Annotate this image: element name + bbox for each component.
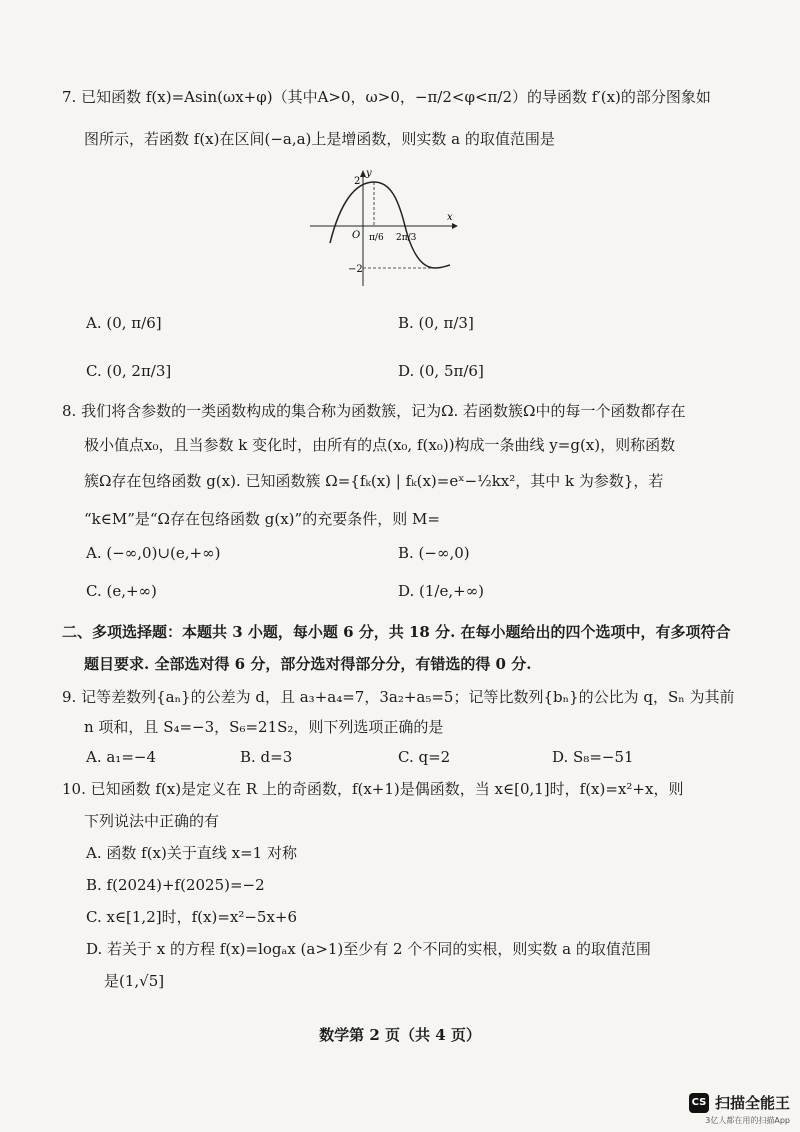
- q8-option-c: C. (e,+∞): [86, 582, 157, 600]
- scanner-logo: [689, 1092, 790, 1113]
- y-label: y: [366, 168, 372, 179]
- q7-line1: 7. 已知函数 f(x)=Asin(ωx+φ)（其中A>0，ω>0，−π/2<φ<π/2）的导函数 f′(x)的部分图象如: [62, 88, 711, 106]
- q9-line1: 9. 记等差数列{aₙ}的公差为 d，且 a₃+a₄=7，3a₂+a₅=5；记等比数列{bₙ}的公比为 q，Sₙ 为其前: [62, 688, 735, 706]
- q9-option-d: D. S₈=−51: [552, 748, 634, 766]
- section2-line1: 二、多项选择题：本题共 3 小题，每小题 6 分，共 18 分. 在每小题给出的四个选项中，有多项符合: [62, 623, 731, 641]
- section2-line2: 题目要求. 全部选对得 6 分，部分选对得部分分，有错选的得 0 分.: [84, 655, 532, 673]
- x-label: x: [447, 212, 453, 223]
- q10-line2: 下列说法中正确的有: [84, 812, 220, 830]
- q8-line3: 簇Ω存在包络函数 g(x). 已知函数簇 Ω={fₖ(x) | fₖ(x)=eˣ−½kx²，其中 k 为参数}，若: [84, 472, 664, 490]
- q10-option-c: C. x∈[1,2]时，f(x)=x²−5x+6: [86, 908, 298, 926]
- q8-option-b: B. (−∞,0): [398, 544, 470, 562]
- origin-label: O: [352, 230, 361, 241]
- q7-option-b: B. (0, π/3]: [398, 314, 474, 332]
- q10-option-a: A. 函数 f(x)关于直线 x=1 对称: [86, 844, 297, 862]
- q10-option-d-line1: D. 若关于 x 的方程 f(x)=logₐx (a>1)至少有 2 个不同的实根，则实数 a 的取值范围: [86, 940, 651, 958]
- q10-option-d-line2: 是(1,√5]: [104, 972, 165, 990]
- q8-option-a: A. (−∞,0)∪(e,+∞): [86, 544, 221, 562]
- q8-line1: 8. 我们将含参数的一类函数构成的集合称为函数簇，记为Ω. 若函数簇Ω中的每一个函数都存在: [62, 402, 686, 420]
- q9-line2: n 项和，且 S₄=−3，S₆=21S₂，则下列选项正确的是: [84, 718, 444, 736]
- q9-option-c: C. q=2: [398, 748, 451, 766]
- q8-option-d: D. (1/e,+∞): [398, 582, 485, 600]
- q7-line2: 图所示，若函数 f(x)在区间(−a,a)上是增函数，则实数 a 的取值范围是: [84, 130, 555, 148]
- derivative-graph: [310, 168, 460, 288]
- tick-minus2: −2: [348, 264, 363, 275]
- q7-option-a: A. (0, π/6]: [86, 314, 162, 332]
- tick-2: 2: [354, 176, 361, 187]
- q8-line2: 极小值点x₀，且当参数 k 变化时，由所有的点(x₀, f(x₀))构成一条曲线 y=g(x)，则称函数: [84, 436, 676, 454]
- q7-option-d: D. (0, 5π/6]: [398, 362, 484, 380]
- q10-line1: 10. 已知函数 f(x)是定义在 R 上的奇函数，f(x+1)是偶函数，当 x∈[0,1]时，f(x)=x²+x，则: [62, 780, 684, 798]
- q9-option-b: B. d=3: [240, 748, 293, 766]
- tick-2pi3: 2π/3: [396, 233, 417, 243]
- q10-option-b: B. f(2024)+f(2025)=−2: [86, 876, 265, 894]
- scanner-tagline: 3亿人都在用的扫描App: [705, 1116, 790, 1125]
- curve: [330, 182, 450, 268]
- cs-logo-icon: CS: [689, 1093, 709, 1113]
- scanner-brand: 扫描全能王: [714, 1094, 790, 1112]
- q7-option-c: C. (0, 2π/3]: [86, 362, 172, 380]
- q9-option-a: A. a₁=−4: [86, 748, 157, 766]
- scanner-watermark: [689, 1090, 790, 1126]
- tick-pi6: π/6: [369, 233, 384, 243]
- q8-line4: “k∈M”是“Ω存在包络函数 g(x)”的充要条件，则 M=: [84, 510, 440, 528]
- x-axis-arrow: [452, 223, 458, 229]
- page-footer: 数学第 2 页（共 4 页）: [319, 1026, 481, 1044]
